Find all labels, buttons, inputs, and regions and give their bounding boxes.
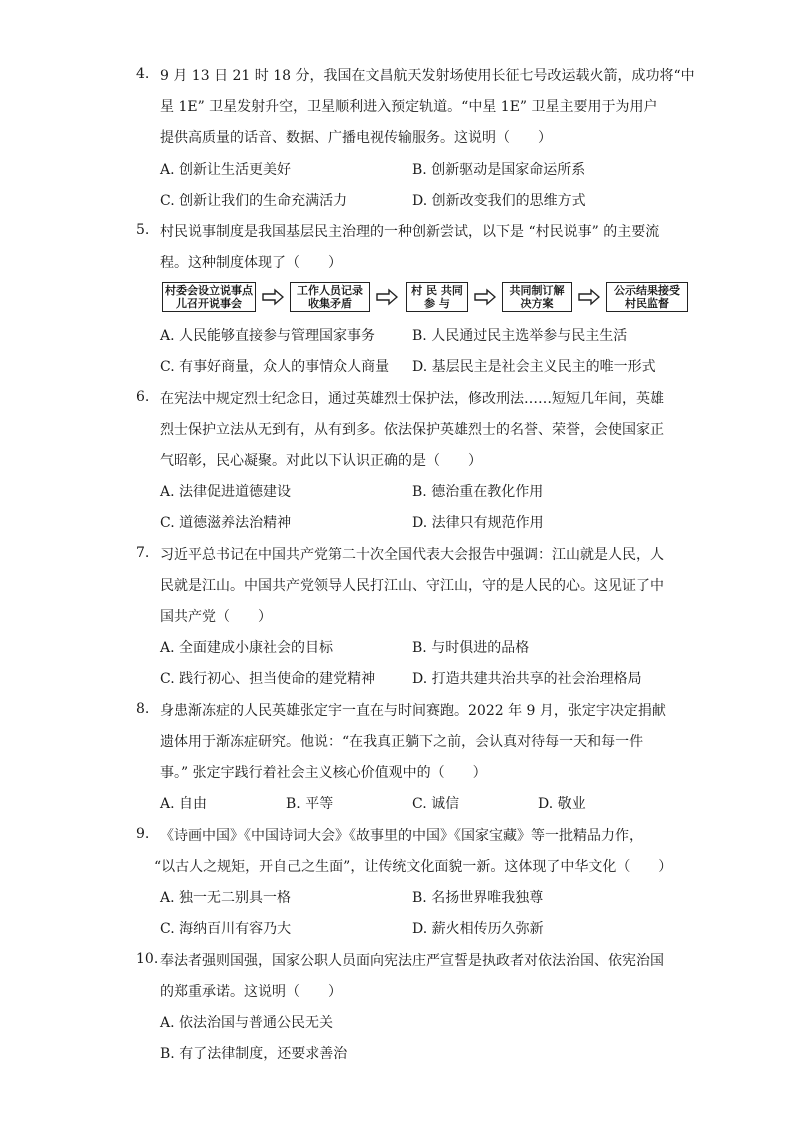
- question-text-line: 国共产党（ ）: [160, 609, 272, 625]
- question-text-line: 习近平总书记在中国共产党第二十次全国代表大会报告中强调：江山就是人民，人: [160, 547, 664, 563]
- question-text-line: 村民说事制度是我国基层民主治理的一种创新尝试，以下是 “村民说事” 的主要流: [160, 224, 660, 240]
- option-a[interactable]: A. 依法治国与普通公民无关: [160, 1015, 334, 1031]
- option-b[interactable]: B. 名扬世界唯我独尊: [412, 890, 544, 906]
- question-text-line: 《诗画中国》《中国诗词大会》《故事里的中国》《国家宝藏》等一批精品力作，: [160, 828, 643, 844]
- question-number: 10.: [136, 951, 159, 967]
- arrow-right-icon: [578, 288, 600, 306]
- question-text-line: 遗体用于渐冻症研究。他说：“在我真正躺下之前，会认真对待每一天和每一件: [160, 734, 644, 750]
- question-text-line: 奉法者强则国强，国家公职人员面向宪法庄严宣誓是执政者对依法治国、依宪治国: [160, 953, 664, 969]
- flow-step-1: 村委会设立说事点儿召开说事会: [162, 282, 256, 312]
- option-d[interactable]: D. 法律只有规范作用: [412, 515, 544, 531]
- question-text-line: 星 1E” 卫星发射升空，卫星顺利进入预定轨道。“中星 1E” 卫星主要用于为用户: [160, 99, 658, 115]
- flow-step-2: 工作人员记录收集矛盾: [290, 282, 370, 312]
- question-number: 5.: [136, 222, 150, 238]
- option-a[interactable]: A. 法律促进道德建设: [160, 484, 292, 500]
- option-d[interactable]: D. 敬业: [538, 796, 586, 812]
- question-number: 6.: [136, 389, 150, 405]
- option-b[interactable]: B. 创新驱动是国家命运所系: [412, 162, 586, 178]
- flow-step-3: 村 民 共同 参 与: [406, 282, 468, 312]
- question-text-line: 民就是江山。中国共产党领导人民打江山、守江山，守的是人民的心。这见证了中: [160, 578, 664, 594]
- option-b[interactable]: B. 有了法律制度，还要求善治: [160, 1046, 348, 1062]
- arrow-right-icon: [474, 288, 496, 306]
- option-c[interactable]: C. 有事好商量，众人的事情众人商量: [160, 359, 390, 375]
- option-b[interactable]: B. 德治重在教化作用: [412, 484, 544, 500]
- option-c[interactable]: C. 创新让我们的生命充满活力: [160, 193, 348, 209]
- flow-step-5: 公示结果接受村民监督: [606, 282, 688, 312]
- option-a[interactable]: A. 自由: [160, 796, 208, 812]
- question-text-line: 气昭彰，民心凝聚。对此以下认识正确的是（ ）: [160, 453, 482, 469]
- option-a[interactable]: A. 创新让生活更美好: [160, 162, 292, 178]
- option-d[interactable]: D. 创新改变我们的思维方式: [412, 193, 586, 209]
- flow-step-4: 共同制订解决方案: [502, 282, 572, 312]
- question-text-line: 9 月 13 日 21 时 18 分，我国在文昌航天发射场使用长征七号改运载火箭，成功将“中: [160, 68, 695, 84]
- question-text-line: 事。” 张定宇践行着社会主义核心价值观中的（ ）: [160, 765, 487, 781]
- question-text-line: 身患渐冻症的人民英雄张定宇一直在与时间赛跑。2022 年 9 月，张定宇决定捐献: [160, 703, 666, 719]
- question-text-line: 程。这种制度体现了（ ）: [160, 255, 342, 271]
- option-a[interactable]: A. 全面建成小康社会的目标: [160, 640, 334, 656]
- arrow-right-icon: [262, 288, 284, 306]
- question-text-line: 烈士保护立法从无到有，从有到多。依法保护英雄烈士的名誉、荣誉，会使国家正: [160, 422, 664, 438]
- option-b[interactable]: B. 人民通过民主选举参与民主生活: [412, 328, 628, 344]
- question-text-line: 提供高质量的话音、数据、广播电视传输服务。这说明（ ）: [160, 130, 552, 146]
- flowchart: [162, 282, 690, 316]
- question-number: 7.: [136, 545, 150, 561]
- question-number: 8.: [136, 701, 150, 717]
- question-text-line: 的郑重承诺。这说明（ ）: [160, 984, 342, 1000]
- option-b[interactable]: B. 与时俱进的品格: [412, 640, 530, 656]
- option-d[interactable]: D. 打造共建共治共享的社会治理格局: [412, 671, 642, 687]
- question-text-line: 在宪法中规定烈士纪念日，通过英雄烈士保护法，修改刑法……短短几年间，英雄: [160, 391, 664, 407]
- question-number: 4.: [136, 66, 150, 82]
- question-number: 9.: [136, 826, 150, 842]
- arrow-right-icon: [376, 288, 398, 306]
- option-b[interactable]: B. 平等: [286, 796, 334, 812]
- option-c[interactable]: C. 践行初心、担当使命的建党精神: [160, 671, 376, 687]
- option-a[interactable]: A. 人民能够直接参与管理国家事务: [160, 328, 376, 344]
- option-a[interactable]: A. 独一无二别具一格: [160, 890, 292, 906]
- question-text-line: “以古人之规矩，开自己之生面”，让传统文化面貌一新。这体现了中华文化（ ）: [154, 859, 673, 875]
- option-c[interactable]: C. 诚信: [412, 796, 460, 812]
- option-d[interactable]: D. 基层民主是社会主义民主的唯一形式: [412, 359, 656, 375]
- option-c[interactable]: C. 海纳百川有容乃大: [160, 921, 292, 937]
- option-c[interactable]: C. 道德滋养法治精神: [160, 515, 292, 531]
- option-d[interactable]: D. 薪火相传历久弥新: [412, 921, 544, 937]
